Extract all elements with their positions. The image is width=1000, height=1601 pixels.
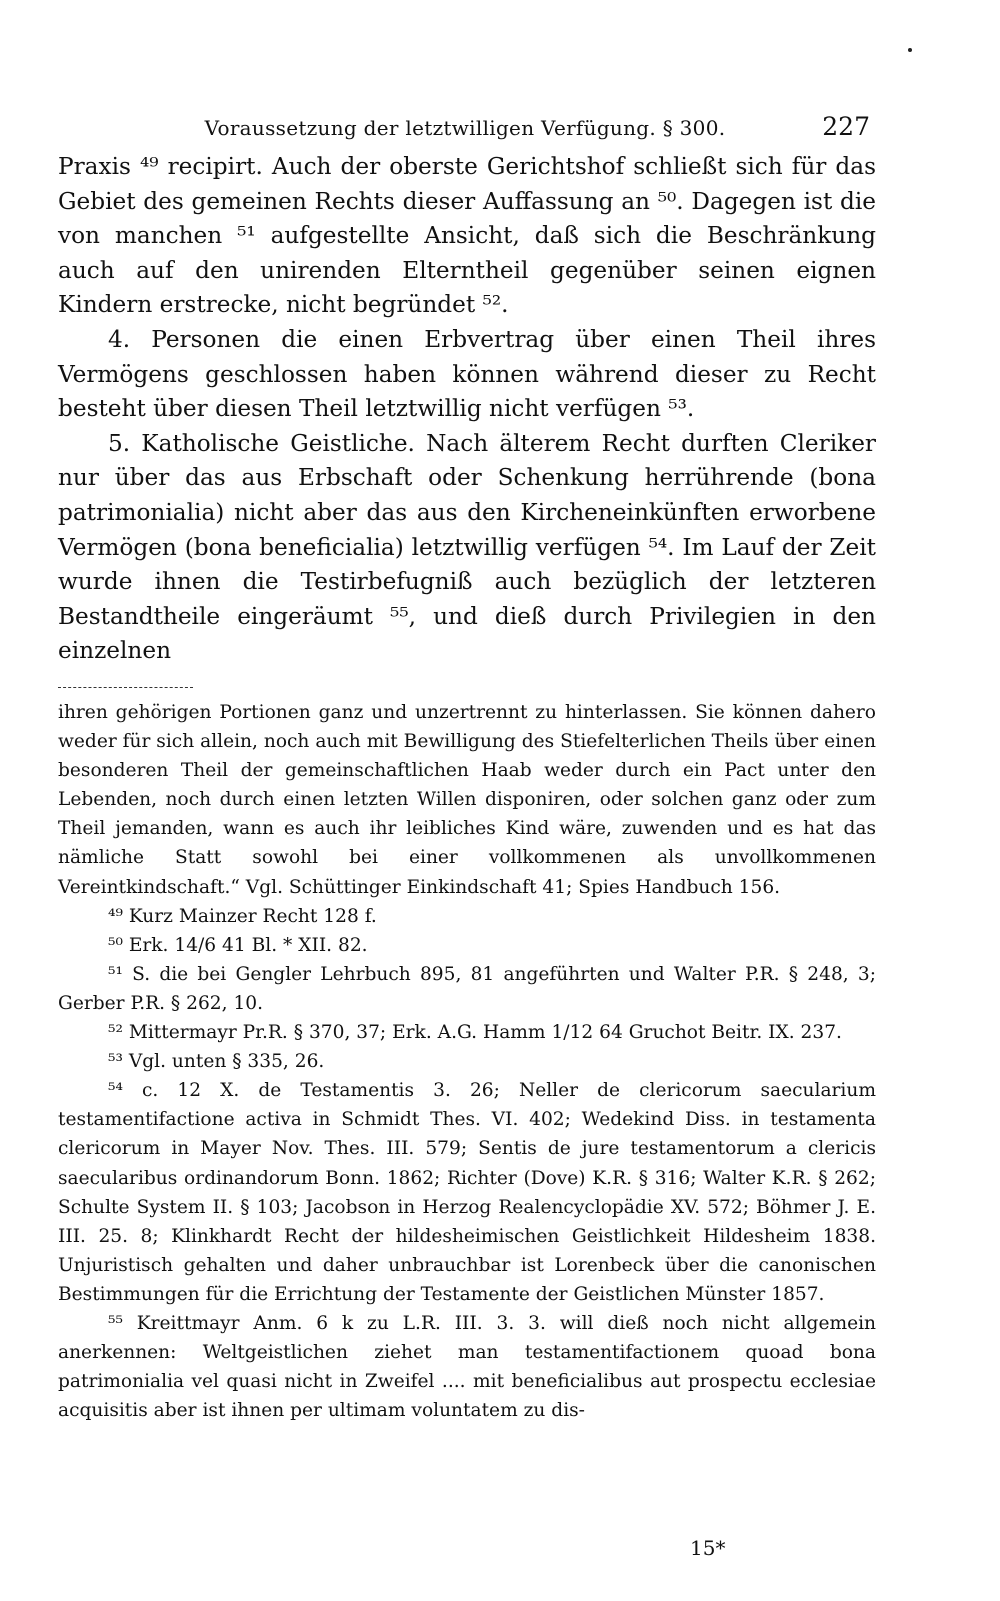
page-number: 227: [822, 112, 870, 141]
footnote-54: ⁵⁴ c. 12 X. de Testamentis 3. 26; Neller de clericorum saecularium testamentifactione activa in Schmidt Thes. VI. 402; Wedekind Diss. in testamenta clericorum in Mayer Nov. Thes. III. 579; Sentis de jure testamentorum a clericis saecularibus ordinandorum Bonn. 1862; Richter (Dove) K.R. § 316; Walter K.R. § 262; Schulte System II. § 103; Jacobson in Herzog Realencyclopädie XV. 572; Böhmer J. E. III. 25. 8; Klinkhardt Recht der hildesheimischen Geistlichkeit Hildesheim 1838. Unjuristisch gehalten und daher unbrauchbar ist Lorenbeck über die canonischen Bestimmungen für die Errichtung der Testamente der Geistlichen Münster 1857.: [58, 1080, 876, 1305]
footnote-52: ⁵² Mittermayr Pr.R. § 370, 37; Erk. A.G. Hamm 1/12 64 Gruchot Beitr. IX. 237.: [108, 1022, 842, 1044]
paragraph-2: 4. Personen die einen Erbvertrag über einen Theil ihres Vermögens geschlossen haben können während dieser zu Recht besteht über diesen Theil letztwillig nicht verfügen ⁵³.: [58, 325, 876, 423]
footnote-continued: ihren gehörigen Portionen ganz und unzertrennt zu hinterlassen. Sie können dahero weder für sich allein, noch auch mit Bewilligung des Stiefelterlichen Theils über einen besonderen Theil der gemeinschaftlichen Haab weder durch ein Pact unter den Lebenden, noch durch einen letzten Willen disponiren, oder solchen ganz oder zum Theil jemanden, wann es auch ihr leibliches Kind wäre, zuwenden und es hat das nämliche Statt sowohl bei einer vollkommenen als unvollkommenen Vereintkindschaft.“ Vgl. Schüttinger Einkindschaft 41; Spies Handbuch 156.: [58, 702, 876, 898]
main-text: [58, 150, 876, 669]
paragraph-1: Praxis ⁴⁹ recipirt. Auch der oberste Gerichtshof schließt sich für das Gebiet des gemeinen Rechts dieser Auffassung an ⁵⁰. Dagegen ist die von manchen ⁵¹ aufgestellte Ansicht, daß sich die Beschränkung auch auf den unirenden Elterntheil gegenüber seinen eignen Kindern erstrecke, nicht begründet ⁵².: [58, 153, 876, 319]
paragraph-3: 5. Katholische Geistliche. Nach älterem Recht durften Cleriker nur über das aus Erbschaft oder Schenkung herrührende (bona patrimonialia) nicht aber das aus den Kircheneinkünften erworbene Vermögen (bona beneficialia) letztwillig verfügen ⁵⁴. Im Lauf der Zeit wurde ihnen die Testirbefugniß auch bezüglich der letzteren Bestandtheile eingeräumt ⁵⁵, und dieß durch Privilegien in den einzelnen: [58, 429, 876, 665]
footnotes: [58, 698, 876, 1425]
running-header: Voraussetzung der letztwilligen Verfügung. § 300.: [204, 116, 726, 140]
footnote-50: ⁵⁰ Erk. 14/6 41 Bl. * XII. 82.: [108, 934, 368, 956]
footnote-separator: [58, 687, 193, 688]
speck-mark: [908, 48, 912, 52]
footnote-49: ⁴⁹ Kurz Mainzer Recht 128 f.: [108, 905, 377, 927]
footnote-51: ⁵¹ S. die bei Gengler Lehrbuch 895, 81 angeführten und Walter P.R. § 248, 3; Gerber P.R. § 262, 10.: [58, 963, 876, 1014]
signature-mark: 15*: [690, 1536, 726, 1560]
footnote-53: ⁵³ Vgl. unten § 335, 26.: [108, 1051, 325, 1073]
footnote-55: ⁵⁵ Kreittmayr Anm. 6 k zu L.R. III. 3. 3. will dieß noch nicht allgemein anerkennen: Weltgeistlichen ziehet man testamentifactionem quoad bona patrimonialia vel quasi nicht in Zweifel .... mit beneficialibus aut prospectu ecclesiae acquisitis aber ist ihnen per ultimam voluntatem zu dis-: [58, 1312, 876, 1422]
